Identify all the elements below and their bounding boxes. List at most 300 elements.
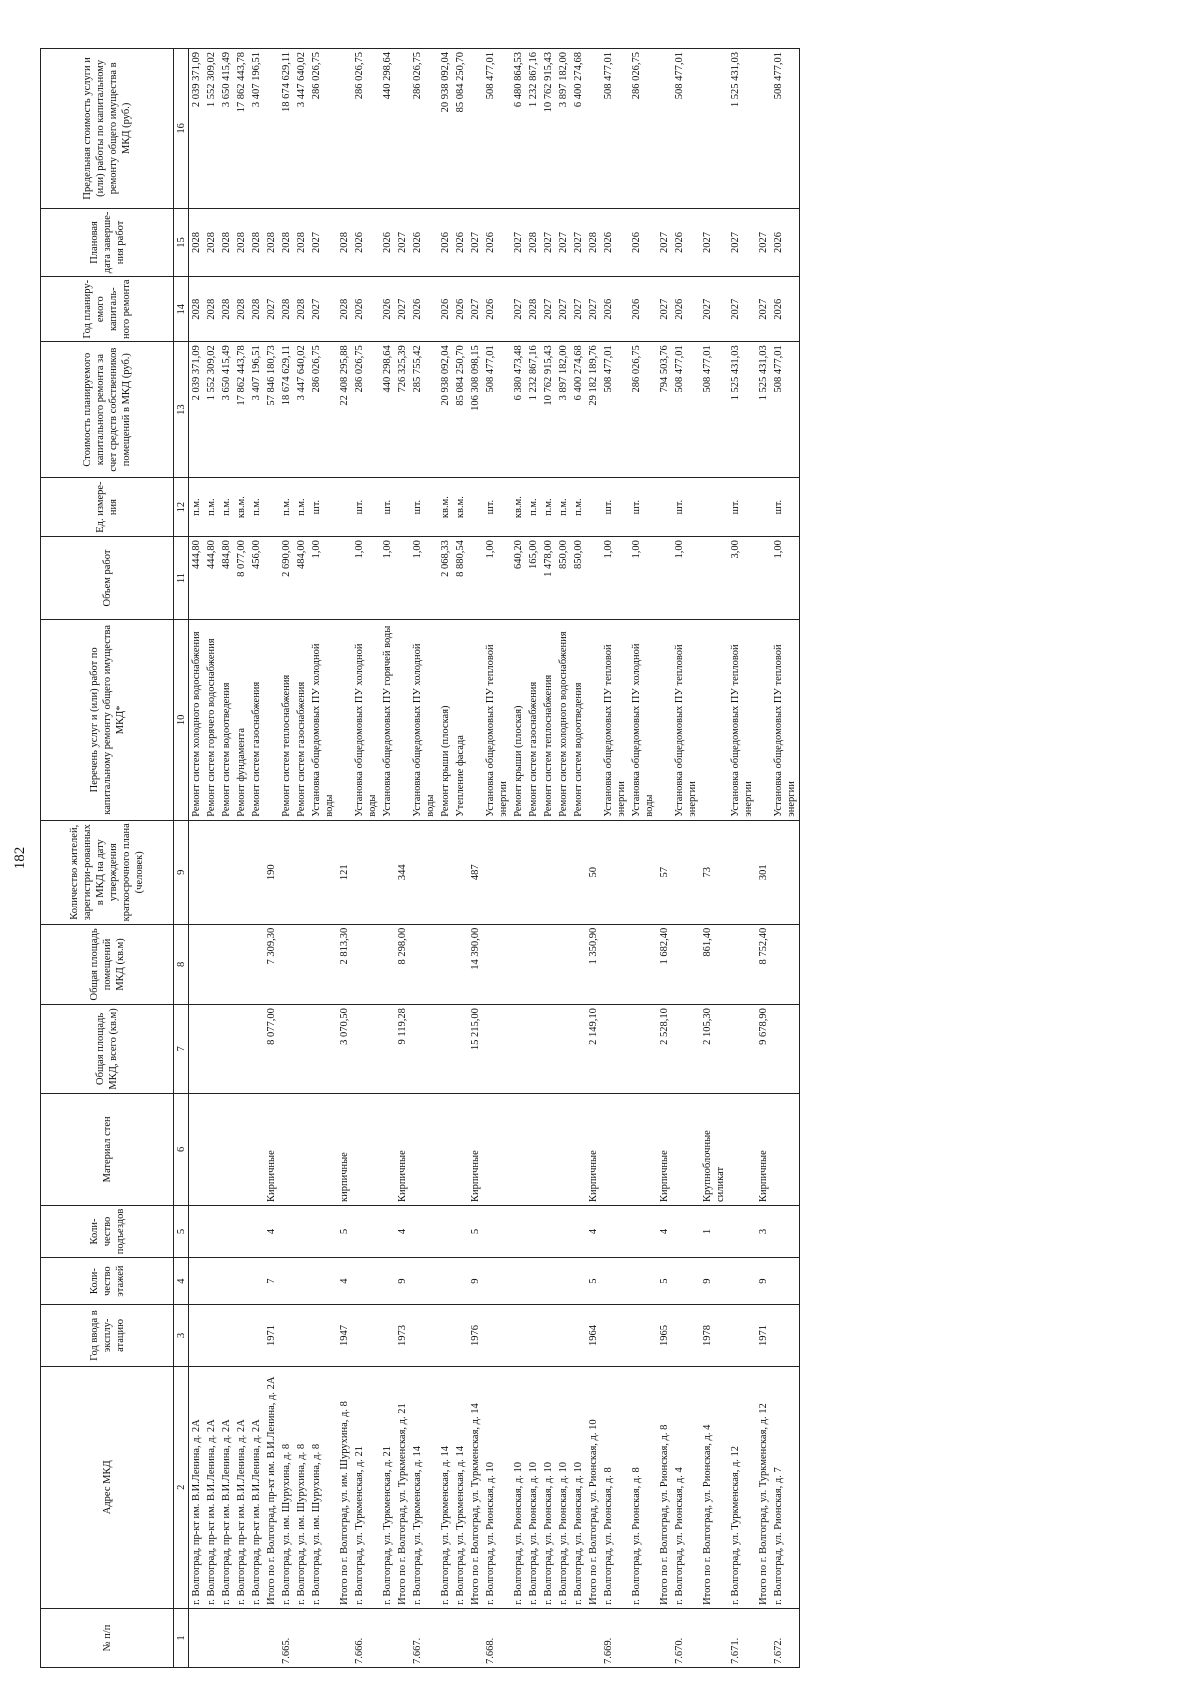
table-cell <box>526 1305 541 1366</box>
table-cell: шт. <box>601 478 629 537</box>
table-cell <box>571 1257 586 1304</box>
table-cell: Ремонт систем теплоснабжения <box>279 619 294 820</box>
table-cell: г. Волгоград, ул. Рионская, д. 10 <box>526 1366 541 1608</box>
table-cell <box>410 1305 438 1366</box>
table-cell: 2028 <box>219 277 234 342</box>
table-cell: 85 084 250,70 <box>453 49 468 209</box>
table-cell <box>771 1205 800 1257</box>
table-cell: 2027 <box>556 277 571 342</box>
column-header: Стоимость планируемого капитального ремонта за счет средств собственников помещений в МКД (руб.) <box>41 342 174 478</box>
table-cell: 2 690,00 <box>279 537 294 620</box>
table-cell <box>453 820 468 924</box>
table-cell: 2026 <box>438 208 453 277</box>
table-cell: г. Волгоград, ул. Рионская, д. 10 <box>541 1366 556 1608</box>
column-header: Год планиру-емого капиталь-ного ремонта <box>41 277 174 342</box>
table-cell: 2026 <box>410 277 438 342</box>
table-cell <box>279 820 294 924</box>
table-cell: 29 182 189,76 <box>586 342 601 478</box>
table-cell <box>309 820 337 924</box>
table-cell <box>294 924 309 1004</box>
table-cell: 121 <box>337 820 352 924</box>
table-cell <box>541 1005 556 1094</box>
column-header: Объем работ <box>41 537 174 620</box>
table-cell: 9 <box>756 1257 771 1304</box>
table-cell: 2028 <box>189 208 205 277</box>
table-row <box>352 49 380 1668</box>
table-cell: 15 215,00 <box>468 1005 483 1094</box>
table-cell <box>249 1608 264 1667</box>
table-cell: 2026 <box>483 208 511 277</box>
table-cell: Ремонт систем холодного водоснабжения <box>189 619 205 820</box>
table-cell <box>483 1005 511 1094</box>
table-cell: 3 070,50 <box>337 1005 352 1094</box>
table-cell <box>541 924 556 1004</box>
table-cell: 2027 <box>511 208 526 277</box>
table-cell <box>264 49 279 209</box>
table-cell <box>657 1608 672 1667</box>
table-cell: 2027 <box>309 277 337 342</box>
table-cell <box>541 820 556 924</box>
table-cell <box>337 478 352 537</box>
table-cell <box>279 1305 294 1366</box>
table-cell: Ремонт систем холодного водоснабжения <box>556 619 571 820</box>
table-cell: 3 <box>756 1205 771 1257</box>
table-cell: кирпичные <box>337 1093 352 1205</box>
table-row <box>541 49 556 1668</box>
table-cell <box>771 820 800 924</box>
table-cell: 1 552 309,02 <box>204 49 219 209</box>
table-cell: 1,00 <box>483 537 511 620</box>
table-cell <box>279 1257 294 1304</box>
table-cell <box>556 1257 571 1304</box>
table-cell: 4 <box>586 1205 601 1257</box>
column-number: 1 <box>174 1608 189 1667</box>
table-cell: 286 026,75 <box>352 342 380 478</box>
table-cell <box>771 1005 800 1094</box>
table-cell: 8 077,00 <box>234 537 249 620</box>
table-cell <box>380 1005 395 1094</box>
table-cell: 8 880,54 <box>453 537 468 620</box>
table-row <box>249 49 264 1668</box>
table-cell: 508 477,01 <box>601 342 629 478</box>
table-cell: 484,00 <box>294 537 309 620</box>
table-cell <box>601 1305 629 1366</box>
table-cell: 106 308 098,15 <box>468 342 483 478</box>
table-cell <box>556 1305 571 1366</box>
table-cell: п.м. <box>294 478 309 537</box>
table-cell: 2027 <box>571 277 586 342</box>
table-cell <box>586 1608 601 1667</box>
table-cell <box>657 49 672 209</box>
table-cell: 1,00 <box>629 537 657 620</box>
table-row <box>410 49 438 1668</box>
table-row <box>337 49 352 1668</box>
table-cell <box>483 924 511 1004</box>
column-number: 2 <box>174 1366 189 1608</box>
table-cell <box>453 924 468 1004</box>
table-cell <box>468 478 483 537</box>
table-cell <box>571 924 586 1004</box>
table-cell: Установка общедомовых ПУ тепловой энергии <box>728 619 756 820</box>
table-cell: 508 477,01 <box>771 342 800 478</box>
table-cell <box>511 1005 526 1094</box>
table-cell: 508 477,01 <box>771 49 800 209</box>
table-cell: Утепление фасада <box>453 619 468 820</box>
table-cell <box>234 1005 249 1094</box>
column-header: Перечень услуг и (или) работ по капитальному ремонту общего имущества МКД* <box>41 619 174 820</box>
table-cell <box>189 924 205 1004</box>
table-cell: 7.672. <box>771 1608 800 1667</box>
table-cell: г. Волгоград, ул. Рионская, д. 10 <box>556 1366 571 1608</box>
table-cell: 2026 <box>601 277 629 342</box>
table-cell: 20 938 092,04 <box>438 342 453 478</box>
table-cell <box>526 1257 541 1304</box>
table-cell <box>294 1305 309 1366</box>
table-cell: Кирпичные <box>395 1093 410 1205</box>
table-cell: 508 477,01 <box>483 49 511 209</box>
table-cell <box>337 49 352 209</box>
table-cell: 2026 <box>601 208 629 277</box>
table-cell: г. Волгоград, ул. Туркменская, д. 14 <box>410 1366 438 1608</box>
table-cell <box>629 1093 657 1205</box>
table-cell <box>380 1093 395 1205</box>
table-cell <box>756 537 771 620</box>
table-cell: 508 477,01 <box>483 342 511 478</box>
table-cell <box>189 1305 205 1366</box>
table-cell: 2028 <box>234 277 249 342</box>
table-cell <box>438 1305 453 1366</box>
table-cell: 2027 <box>700 208 728 277</box>
table-cell <box>453 1305 468 1366</box>
table-cell <box>204 1005 219 1094</box>
table-cell: 2027 <box>309 208 337 277</box>
table-cell: Итого по г. Волгоград, ул. им. Шурухина, д. 8 <box>337 1366 352 1608</box>
table-cell: 17 862 443,78 <box>234 49 249 209</box>
table-cell: г. Волгоград, ул. Рионская, д. 8 <box>601 1366 629 1608</box>
table-cell <box>483 820 511 924</box>
table-cell <box>294 1093 309 1205</box>
table-cell <box>204 1093 219 1205</box>
table-cell: 440 298,64 <box>380 342 395 478</box>
table-cell <box>234 1305 249 1366</box>
table-cell: 1947 <box>337 1305 352 1366</box>
table-cell: 2026 <box>629 277 657 342</box>
table-cell: 344 <box>395 820 410 924</box>
table-cell: кв.м. <box>453 478 468 537</box>
column-header: Адрес МКД <box>41 1366 174 1608</box>
table-row <box>395 49 410 1668</box>
table-row <box>571 49 586 1668</box>
table-cell <box>657 478 672 537</box>
table-cell: Итого по г. Волгоград, ул. Рионская, д. 8 <box>657 1366 672 1608</box>
table-row <box>728 49 756 1668</box>
table-cell: 8 077,00 <box>264 1005 279 1094</box>
table-cell <box>380 820 395 924</box>
table-cell: Установка общедомовых ПУ тепловой энергии <box>601 619 629 820</box>
table-cell: 6 400 274,68 <box>571 342 586 478</box>
table-cell: 5 <box>586 1257 601 1304</box>
table-cell: Итого по г. Волгоград, ул. Туркменская, д. 12 <box>756 1366 771 1608</box>
table-cell <box>601 924 629 1004</box>
table-cell <box>410 820 438 924</box>
table-cell: Установка общедомовых ПУ горячей воды <box>380 619 395 820</box>
column-header: Коли-чество этажей <box>41 1257 174 1304</box>
table-cell: 57 <box>657 820 672 924</box>
table-cell: 2026 <box>629 208 657 277</box>
table-cell: 2027 <box>586 277 601 342</box>
column-number-row <box>174 49 189 1668</box>
table-cell: 2026 <box>483 277 511 342</box>
table-cell <box>672 1257 700 1304</box>
table-cell <box>511 820 526 924</box>
table-cell: 301 <box>756 820 771 924</box>
table-cell <box>629 1305 657 1366</box>
table-cell <box>189 1093 205 1205</box>
table-cell <box>771 1305 800 1366</box>
table-cell <box>189 1257 205 1304</box>
column-header: Предельная стоимость услуги и (или) работы по капитальному ремонту общего имущества в МКД (руб.) <box>41 49 174 209</box>
table-row <box>556 49 571 1668</box>
table-cell <box>629 1005 657 1094</box>
table-cell <box>410 1257 438 1304</box>
table-cell <box>352 924 380 1004</box>
table-cell: шт. <box>309 478 337 537</box>
table-cell <box>309 1257 337 1304</box>
table-cell: 3 447 640,02 <box>294 342 309 478</box>
table-cell: 3 447 640,02 <box>294 49 309 209</box>
column-header: Материал стен <box>41 1093 174 1205</box>
table-cell <box>657 619 672 820</box>
table-cell <box>700 537 728 620</box>
table-cell <box>219 820 234 924</box>
table-cell <box>586 478 601 537</box>
table-cell: шт. <box>728 478 756 537</box>
table-cell: 1 <box>700 1205 728 1257</box>
table-cell: 7 <box>264 1257 279 1304</box>
table-cell <box>438 1608 453 1667</box>
table-cell: п.м. <box>204 478 219 537</box>
table-cell: 2 039 371,09 <box>189 342 205 478</box>
column-number: 3 <box>174 1305 189 1366</box>
table-cell: 2026 <box>672 208 700 277</box>
table-cell: 484,80 <box>219 537 234 620</box>
table-cell: 9 <box>700 1257 728 1304</box>
table-cell: 2027 <box>657 277 672 342</box>
table-cell: 2027 <box>264 277 279 342</box>
table-cell <box>541 1093 556 1205</box>
table-cell: 1,00 <box>601 537 629 620</box>
table-cell <box>601 1005 629 1094</box>
table-cell <box>264 619 279 820</box>
table-cell: п.м. <box>526 478 541 537</box>
table-cell: п.м. <box>189 478 205 537</box>
table-cell: 2026 <box>453 277 468 342</box>
table-cell <box>380 1305 395 1366</box>
table-cell: 861,40 <box>700 924 728 1004</box>
table-cell <box>189 1608 205 1667</box>
table-cell <box>395 49 410 209</box>
table-cell <box>294 820 309 924</box>
table-cell: 10 762 915,43 <box>541 49 556 209</box>
table-cell <box>395 537 410 620</box>
table-cell: г. Волгоград, пр-кт им. В.И.Ленина, д. 2А <box>204 1366 219 1608</box>
table-cell: 2028 <box>586 208 601 277</box>
table-cell: г. Волгоград, пр-кт им. В.И.Ленина, д. 2А <box>234 1366 249 1608</box>
table-cell: 14 390,00 <box>468 924 483 1004</box>
table-cell: 3,00 <box>728 537 756 620</box>
table-cell: 1978 <box>700 1305 728 1366</box>
table-cell <box>309 1305 337 1366</box>
table-cell: 2027 <box>511 277 526 342</box>
table-cell: 1 478,00 <box>541 537 556 620</box>
table-cell: 508 477,01 <box>672 342 700 478</box>
table-cell: 1965 <box>657 1305 672 1366</box>
table-cell <box>395 1608 410 1667</box>
table-cell <box>541 1305 556 1366</box>
table-cell <box>189 1005 205 1094</box>
capital-repair-table <box>40 48 800 1668</box>
table-cell: 2028 <box>219 208 234 277</box>
table-cell <box>204 1608 219 1667</box>
table-cell <box>541 1608 556 1667</box>
table-cell: шт. <box>352 478 380 537</box>
table-cell: 57 846 180,73 <box>264 342 279 478</box>
table-cell: 440 298,64 <box>380 49 395 209</box>
table-row <box>309 49 337 1668</box>
table-cell: Итого по г. Волгоград, ул. Туркменская, д. 21 <box>395 1366 410 1608</box>
table-cell: 50 <box>586 820 601 924</box>
table-cell <box>756 619 771 820</box>
table-cell: 1,00 <box>771 537 800 620</box>
table-cell: Кирпичные <box>657 1093 672 1205</box>
table-cell <box>294 1205 309 1257</box>
table-cell: Установка общедомовых ПУ холодной воды <box>410 619 438 820</box>
table-cell <box>204 820 219 924</box>
table-cell <box>309 1205 337 1257</box>
table-cell: 5 <box>468 1205 483 1257</box>
table-row <box>438 49 453 1668</box>
table-cell <box>189 1205 205 1257</box>
table-cell: 2028 <box>249 208 264 277</box>
table-cell: 2026 <box>352 208 380 277</box>
table-cell: 508 477,01 <box>700 342 728 478</box>
table-cell <box>483 1093 511 1205</box>
table-cell <box>219 1257 234 1304</box>
table-cell: г. Волгоград, ул. им. Шурухина, д. 8 <box>294 1366 309 1608</box>
table-cell <box>511 1305 526 1366</box>
table-cell: кв.м. <box>234 478 249 537</box>
column-number: 13 <box>174 342 189 478</box>
table-cell <box>337 1608 352 1667</box>
table-cell <box>352 1305 380 1366</box>
table-cell: Ремонт крыши (плоская) <box>511 619 526 820</box>
table-cell: 508 477,01 <box>672 49 700 209</box>
table-cell: 8 752,40 <box>756 924 771 1004</box>
table-cell: 3 650 415,49 <box>219 49 234 209</box>
table-row <box>380 49 395 1668</box>
table-cell: п.м. <box>279 478 294 537</box>
table-cell <box>219 1205 234 1257</box>
table-cell: 2027 <box>728 277 756 342</box>
table-cell: Ремонт систем водоотведения <box>571 619 586 820</box>
table-cell: 444,80 <box>189 537 205 620</box>
table-cell: 1973 <box>395 1305 410 1366</box>
table-cell <box>438 924 453 1004</box>
table-cell <box>189 820 205 924</box>
table-cell: Ремонт систем газоснабжения <box>249 619 264 820</box>
table-cell <box>601 1093 629 1205</box>
table-cell: г. Волгоград, ул. Туркменская, д. 21 <box>380 1366 395 1608</box>
table-cell <box>511 924 526 1004</box>
table-row <box>756 49 771 1668</box>
table-cell <box>219 924 234 1004</box>
table-cell <box>700 49 728 209</box>
table-cell <box>219 1093 234 1205</box>
table-cell <box>352 1093 380 1205</box>
table-cell: 850,00 <box>571 537 586 620</box>
table-cell <box>629 1205 657 1257</box>
table-cell: 8 298,00 <box>395 924 410 1004</box>
table-cell <box>453 1608 468 1667</box>
table-cell: 2027 <box>468 208 483 277</box>
table-cell <box>629 924 657 1004</box>
table-cell <box>728 1205 756 1257</box>
table-cell: 1,00 <box>410 537 438 620</box>
table-row <box>657 49 672 1668</box>
table-cell <box>672 1305 700 1366</box>
table-cell: Итого по г. Волгоград, пр-кт им. В.И.Ленина, д. 2А <box>264 1366 279 1608</box>
table-cell: 2028 <box>249 277 264 342</box>
table-cell <box>410 1005 438 1094</box>
table-cell: 794 503,76 <box>657 342 672 478</box>
table-cell: г. Волгоград, ул. Туркменская, д. 12 <box>728 1366 756 1608</box>
table-cell: Установка общедомовых ПУ тепловой энергии <box>672 619 700 820</box>
table-cell: Установка общедомовых ПУ холодной воды <box>629 619 657 820</box>
table-cell <box>672 924 700 1004</box>
table-cell: 2 813,30 <box>337 924 352 1004</box>
table-cell <box>219 1608 234 1667</box>
table-cell: 285 755,42 <box>410 342 438 478</box>
table-cell <box>728 820 756 924</box>
page-number: 182 <box>12 846 28 870</box>
table-row <box>294 49 309 1668</box>
table-cell: 2026 <box>410 208 438 277</box>
table-cell: Установка общедомовых ПУ холодной воды <box>309 619 337 820</box>
table-cell <box>526 924 541 1004</box>
table-cell: г. Волгоград, ул. им. Шурухина, д. 8 <box>309 1366 337 1608</box>
table-cell <box>728 1005 756 1094</box>
table-cell <box>234 820 249 924</box>
table-cell: 1 525 431,03 <box>756 342 771 478</box>
table-cell: Ремонт крыши (плоская) <box>438 619 453 820</box>
table-cell: г. Волгоград, ул. Рионская, д. 10 <box>511 1366 526 1608</box>
table-cell <box>453 1205 468 1257</box>
table-cell: п.м. <box>219 478 234 537</box>
table-cell <box>294 1608 309 1667</box>
table-cell <box>526 1093 541 1205</box>
table-cell: Установка общедомовых ПУ тепловой энергии <box>771 619 800 820</box>
table-cell: 286 026,75 <box>309 342 337 478</box>
table-cell <box>352 1005 380 1094</box>
table-cell <box>511 1205 526 1257</box>
table-cell: Ремонт систем газоснабжения <box>294 619 309 820</box>
table-cell: 4 <box>337 1257 352 1304</box>
table-cell: 2027 <box>556 208 571 277</box>
column-header: Год ввода в эксплу-атацию <box>41 1305 174 1366</box>
table-cell: 726 325,39 <box>395 342 410 478</box>
table-cell <box>410 1093 438 1205</box>
table-cell: Кирпичные <box>468 1093 483 1205</box>
